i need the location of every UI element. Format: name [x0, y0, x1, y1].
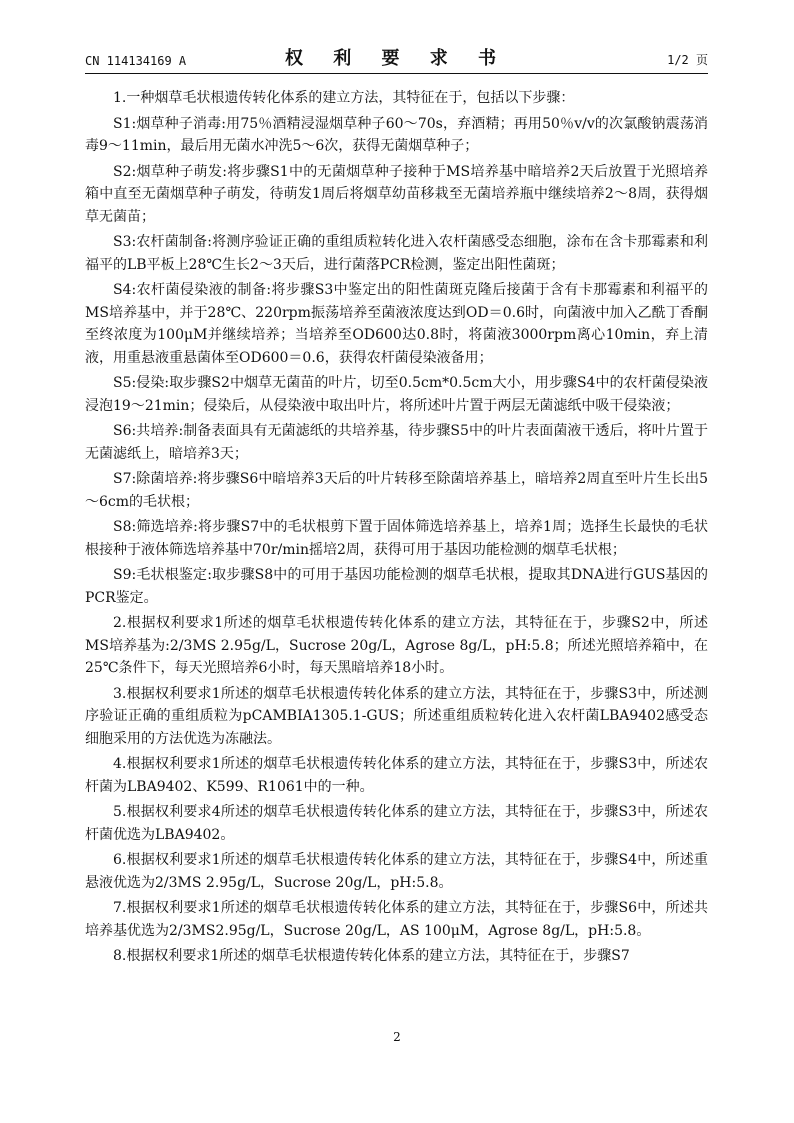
claim-3: 3.根据权利要求1所述的烟草毛状根遗传转化体系的建立方法，其特征在于，步骤S3中，所述测序验证正确的重组质粒为pCAMBIA1305.1-GUS；所述重组质粒转化进入农杆菌LBA9402感受态细胞采用的方法优选为冻融法。	[85, 685, 708, 747]
step-s7: S7:除菌培养:将步骤S6中暗培养3天后的叶片转移至除菌培养基上，暗培养2周直至叶片生长出5～6cm的毛状根；	[85, 471, 708, 510]
document-title: 权 利 要 求 书	[284, 48, 509, 69]
claim-6: 6.根据权利要求1所述的烟草毛状根遗传转化体系的建立方法，其特征在于，步骤S4中，所述重悬液优选为2/3MS 2.95g/L，Sucrose 20g/L，pH:5.8。	[85, 852, 708, 891]
claim-4: 4.根据权利要求1所述的烟草毛状根遗传转化体系的建立方法，其特征在于，步骤S3中，所述农杆菌为LBA9402、K599、R1061中的一种。	[85, 756, 708, 795]
page-header	[85, 44, 708, 72]
step-s1: S1:烟草种子消毒:用75％酒精浸湿烟草种子60～70s，弃酒精；再用50％v/v的次氯酸钠震荡消毒9～11min，最后用无菌水冲洗5～6次，获得无菌烟草种子；	[85, 115, 708, 154]
claim-1-intro: 1.一种烟草毛状根遗传转化体系的建立方法，其特征在于，包括以下步骤：	[113, 90, 575, 106]
claim-2: 2.根据权利要求1所述的烟草毛状根遗传转化体系的建立方法，其特征在于，步骤S2中，所述MS培养基为:2/3MS 2.95g/L，Sucrose 20g/L，Agrose 8g/L，pH:5.8；所述光照培养箱中，在25℃条件下，每天光照培养6小时，每天黑暗培养18小时。	[85, 615, 708, 676]
step-s2: S2:烟草种子萌发:将步骤S1中的无菌烟草种子接种于MS培养基中暗培养2天后放置于光照培养箱中直至无菌烟草种子萌发，待萌发1周后将烟草幼苗移栽至无菌培养瓶中继续培养2～8周，获得烟草无菌苗；	[85, 163, 708, 225]
claim-5: 5.根据权利要求4所述的烟草毛状根遗传转化体系的建立方法，其特征在于，步骤S3中，所述农杆菌优选为LBA9402。	[85, 804, 708, 843]
claims-body	[85, 87, 708, 971]
step-s9: S9:毛状根鉴定:取步骤S8中的可用于基因功能检测的烟草毛状根，提取其DNA进行GUS基因的PCR鉴定。	[85, 567, 708, 606]
page-number: 2	[393, 1030, 401, 1044]
publication-number: CN 114134169 A	[85, 54, 187, 68]
step-s3: S3:农杆菌制备:将测序验证正确的重组质粒转化进入农杆菌感受态细胞，涂布在含卡那霉素和利福平的LB平板上28℃生长2～3天后，进行菌落PCR检测，鉴定出阳性菌斑；	[85, 234, 708, 273]
page-info: 1/2 页	[667, 53, 708, 67]
claim-7: 7.根据权利要求1所述的烟草毛状根遗传转化体系的建立方法，其特征在于，步骤S6中，所述共培养基优选为2/3MS2.95g/L，Sucrose 20g/L，AS 100μM，Agrose 8g/L，pH:5.8。	[85, 900, 708, 939]
step-s8: S8:筛选培养:将步骤S7中的毛状根剪下置于固体筛选培养基上，培养1周；选择生长最快的毛状根接种于液体筛选培养基中70r/min摇培2周，获得可用于基因功能检测的烟草毛状根；	[85, 519, 708, 558]
step-s5: S5:侵染:取步骤S2中烟草无菌苗的叶片，切至0.5cm*0.5cm大小，用步骤S4中的农杆菌侵染液浸泡19～21min；侵染后，从侵染液中取出叶片，将所述叶片置于两层无菌滤纸中吸干侵染液；	[85, 375, 708, 414]
step-s6: S6:共培养:制备表面具有无菌滤纸的共培养基，待步骤S5中的叶片表面菌液干透后，将叶片置于无菌滤纸上，暗培养3天；	[85, 423, 708, 462]
step-s4: S4:农杆菌侵染液的制备:将步骤S3中鉴定出的阳性菌斑克隆后接菌于含有卡那霉素和利福平的MS培养基中，并于28℃、220rpm振荡培养至菌液浓度达到OD＝0.6时，向菌液中加入乙酰丁香酮至终浓度为100μM并继续培养；当培养至OD600达0.8时，将菌液3000rpm离心10min，弃上清液，用重悬液重悬菌体至OD600＝0.6，获得农杆菌侵染液备用；	[85, 282, 708, 366]
header-rule	[85, 73, 708, 74]
claim-8-start: 8.根据权利要求1所述的烟草毛状根遗传转化体系的建立方法，其特征在于，步骤S7	[113, 948, 630, 964]
